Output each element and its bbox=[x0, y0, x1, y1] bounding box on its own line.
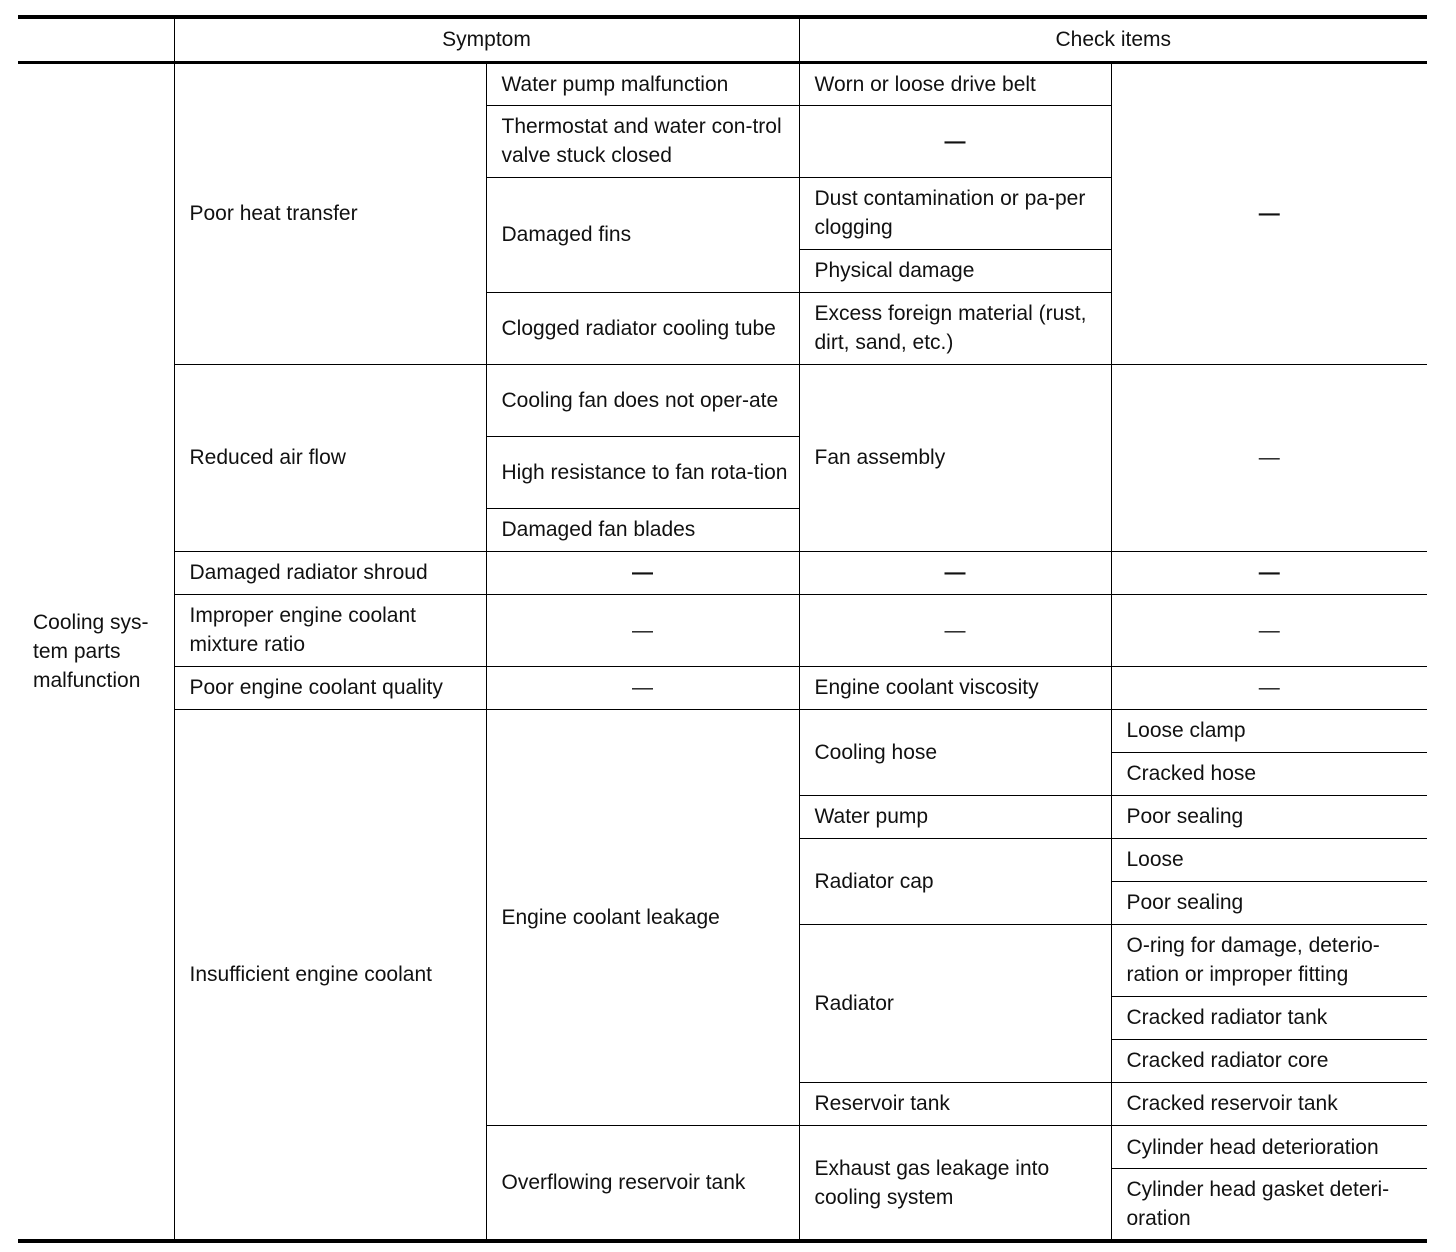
detail-cell: — bbox=[1111, 62, 1427, 364]
table-row bbox=[18, 551, 1427, 594]
check-cell: Cooling hose bbox=[799, 709, 1111, 795]
diagnosis-table bbox=[18, 15, 1427, 1243]
check-cell: Exhaust gas leakage into cooling system bbox=[799, 1126, 1111, 1242]
symptom-cell: Reduced air flow bbox=[174, 364, 486, 551]
header-row bbox=[18, 17, 1427, 62]
check-cell: Physical damage bbox=[799, 249, 1111, 292]
symptom-cell: Improper engine coolant mixture ratio bbox=[174, 594, 486, 666]
check-cell: Worn or loose drive belt bbox=[799, 62, 1111, 105]
detail-cell: Cracked hose bbox=[1111, 752, 1427, 795]
detail-cell: — bbox=[1111, 364, 1427, 551]
check-cell: Radiator bbox=[799, 924, 1111, 1082]
sub-symptom-cell: Overflowing reservoir tank bbox=[486, 1126, 799, 1242]
check-cell: — bbox=[799, 551, 1111, 594]
sub-symptom-cell: — bbox=[486, 594, 799, 666]
detail-cell: Cracked radiator tank bbox=[1111, 996, 1427, 1039]
sub-symptom-cell: Water pump malfunction bbox=[486, 62, 799, 105]
table-row bbox=[18, 666, 1427, 709]
sub-symptom-cell: Thermostat and water con-trol valve stuck closed bbox=[486, 105, 799, 177]
sub-symptom-cell: Damaged fins bbox=[486, 177, 799, 292]
sub-symptom-cell: — bbox=[486, 551, 799, 594]
category-cell: Cooling sys-tem parts malfunction bbox=[33, 610, 149, 692]
symptom-cell: Insufficient engine coolant bbox=[174, 709, 486, 1241]
sub-symptom-cell: Clogged radiator cooling tube bbox=[486, 292, 799, 364]
symptom-cell: Poor heat transfer bbox=[174, 62, 486, 364]
detail-cell: Cracked radiator core bbox=[1111, 1039, 1427, 1082]
detail-cell: Poor sealing bbox=[1111, 795, 1427, 838]
detail-cell: Cylinder head deterioration bbox=[1111, 1126, 1427, 1169]
detail-cell: O-ring for damage, deterio-ration or improper fitting bbox=[1111, 924, 1427, 996]
table-row bbox=[18, 709, 1427, 752]
check-cell: Fan assembly bbox=[799, 364, 1111, 551]
check-cell: Radiator cap bbox=[799, 838, 1111, 924]
sub-symptom-cell: High resistance to fan rota-tion bbox=[486, 436, 799, 508]
table-row bbox=[18, 62, 1427, 105]
table-row bbox=[18, 594, 1427, 666]
check-cell: Excess foreign material (rust, dirt, sand, etc.) bbox=[799, 292, 1111, 364]
symptom-cell: Poor engine coolant quality bbox=[174, 666, 486, 709]
sub-symptom-cell: Damaged fan blades bbox=[486, 508, 799, 551]
detail-cell: Loose clamp bbox=[1111, 709, 1427, 752]
header-blank bbox=[18, 17, 174, 62]
header-symptom: Symptom bbox=[174, 17, 799, 62]
detail-cell: Cracked reservoir tank bbox=[1111, 1082, 1427, 1125]
check-cell: — bbox=[799, 594, 1111, 666]
check-cell: Water pump bbox=[799, 795, 1111, 838]
sub-symptom-cell: Engine coolant leakage bbox=[486, 709, 799, 1126]
check-cell: Dust contamination or pa-per clogging bbox=[799, 177, 1111, 249]
detail-cell: — bbox=[1111, 666, 1427, 709]
header-check-items: Check items bbox=[799, 17, 1427, 62]
symptom-cell: Damaged radiator shroud bbox=[174, 551, 486, 594]
sub-symptom-cell: Cooling fan does not oper-ate bbox=[486, 364, 799, 436]
table-row bbox=[18, 364, 1427, 436]
sub-symptom-cell: — bbox=[486, 666, 799, 709]
detail-cell: Loose bbox=[1111, 838, 1427, 881]
check-cell: Reservoir tank bbox=[799, 1082, 1111, 1125]
check-cell: — bbox=[799, 105, 1111, 177]
detail-cell: Poor sealing bbox=[1111, 881, 1427, 924]
detail-cell: — bbox=[1111, 551, 1427, 594]
check-cell: Engine coolant viscosity bbox=[799, 666, 1111, 709]
detail-cell: Cylinder head gasket deteri-oration bbox=[1111, 1169, 1427, 1242]
detail-cell: — bbox=[1111, 594, 1427, 666]
